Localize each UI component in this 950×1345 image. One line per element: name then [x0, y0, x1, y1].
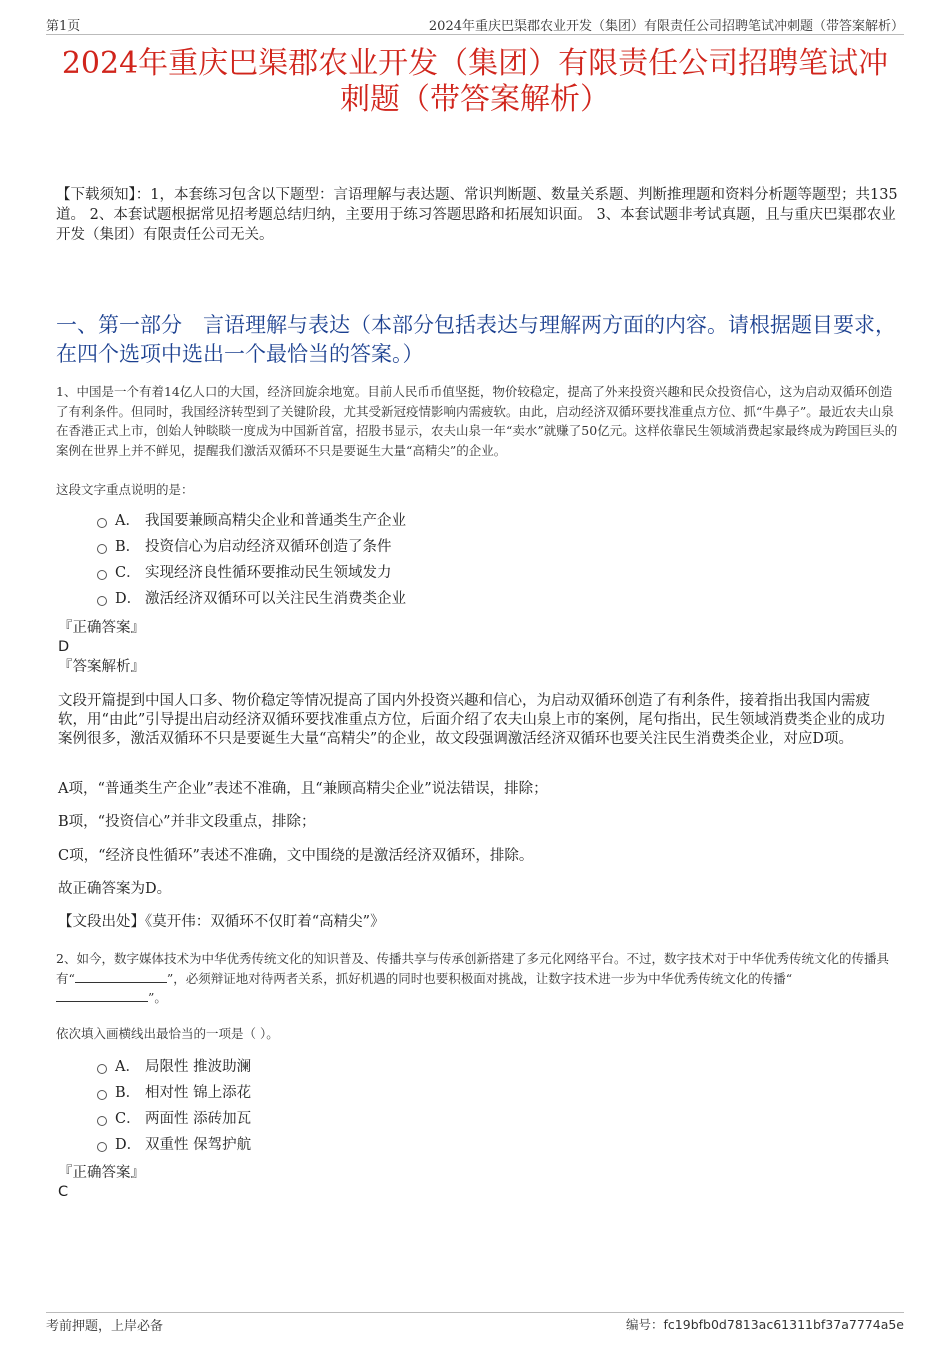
blank-1 — [75, 970, 167, 983]
question-2-option-a[interactable]: A． 局限性 推波助澜 — [97, 1054, 251, 1080]
question-1-answer: D — [58, 639, 70, 655]
radio-icon[interactable] — [97, 1090, 107, 1100]
question-1-analysis-a: A项，“普通类生产企业”表述不准确，且“兼顾高精尖企业”说法错误，排除； — [58, 781, 548, 797]
footer-slogan: 考前押题，上岸必备 — [46, 1319, 164, 1334]
download-notice: 【下载须知】：1，本套练习包含以下题型：言语理解与表达题、常识判断题、数量关系题、判断推理题和资料分析题等题型；共135道。 2、本套试题根据常见招考题总结归纳，主要用于练习答题思路和拓展知识面。 3、本套试题非考试真题，且与重庆巴渠郡农业开发（集团）有限责任公司无关。 — [56, 187, 898, 243]
question-1-option-a[interactable]: A． 我国要兼顾高精尖企业和普通类生产企业 — [97, 508, 406, 534]
question-2-option-d[interactable]: D． 双重性 保驾护航 — [97, 1132, 251, 1158]
question-2-options — [97, 1054, 251, 1158]
question-2-option-b[interactable]: B． 相对性 锦上添花 — [97, 1080, 251, 1106]
question-2-answer: C — [58, 1184, 69, 1200]
page-header — [46, 12, 904, 35]
radio-icon[interactable] — [97, 1064, 107, 1074]
question-1-options — [97, 508, 406, 612]
question-2-option-c[interactable]: C． 两面性 添砖加瓦 — [97, 1106, 251, 1132]
question-1-analysis-c: C项，“经济良性循环”表述不准确，文中围绕的是激活经济双循环，排除。 — [58, 848, 534, 864]
question-1-conclusion: 故正确答案为D。 — [58, 881, 172, 897]
question-1-option-c[interactable]: C． 实现经济良性循环要推动民生领域发力 — [97, 560, 406, 586]
question-1-prompt: 这段文字重点说明的是： — [56, 482, 194, 497]
question-1-analysis-main: 文段开篇提到中国人口多、物价稳定等情况提高了国内外投资兴趣和信心，为启动双循环创造了有利条件，接着指出我国内需疲软，用“由此”引导提出启动经济双循环要找准重点方位，后面介绍了农夫山泉上市的案例，尾句指出，民生领域消费类企业的成功案例很多，激活双循环不只是要诞生大量“高精尖”的企业，故文段强调激活经济双循环也要关注民生消费类企业，对应D项。 — [58, 693, 885, 747]
question-2-stem: 2、如今，数字媒体技术为中华优秀传统文化的知识普及、传播共享与传承创新搭建了多元化网络平台。不过，数字技术对于中华优秀传统文化的传播具有“ ”，必须辩证地对待两者关系，抓好机遇的同时也要积极面对挑战，让数字技术进一步为中华优秀传统文化的传播“ ”。 — [56, 951, 889, 1005]
page-footer — [46, 1312, 904, 1337]
radio-icon[interactable] — [97, 596, 107, 606]
question-1-analysis-b: B项，“投资信心”并非文段重点，排除； — [58, 814, 316, 830]
question-1-answer-label: 『正确答案』 — [58, 620, 145, 636]
document-serial: 编号：fc19bfb0d7813ac61311bf37a7774a5e — [626, 1317, 904, 1332]
radio-icon[interactable] — [97, 544, 107, 554]
question-2-answer-label: 『正确答案』 — [58, 1165, 145, 1181]
question-1-source: 【文段出处】《莫开伟：双循环不仅盯着“高精尖”》 — [58, 914, 385, 930]
question-1-analysis-label: 『答案解析』 — [58, 659, 145, 675]
question-1-option-d[interactable]: D． 激活经济双循环可以关注民生消费类企业 — [97, 586, 406, 612]
blank-2 — [56, 989, 148, 1002]
running-title: 2024年重庆巴渠郡农业开发（集团）有限责任公司招聘笔试冲刺题（带答案解析） — [428, 19, 904, 34]
section-title: 一、第一部分 言语理解与表达（本部分包括表达与理解两方面的内容。请根据题目要求，在四个选项中选出一个最恰当的答案。） — [56, 313, 896, 366]
page-number: 第1页 — [46, 19, 81, 34]
radio-icon[interactable] — [97, 570, 107, 580]
title-line-2: 刺题（带答案解析） — [340, 82, 610, 117]
question-1-option-b[interactable]: B． 投资信心为启动经济双循环创造了条件 — [97, 534, 406, 560]
question-2-prompt: 依次填入画横线出最恰当的一项是（ ）。 — [56, 1026, 279, 1041]
radio-icon[interactable] — [97, 1116, 107, 1126]
question-1-stem: 1、中国是一个有着14亿人口的大国，经济回旋余地宽。目前人民币币值坚挺，物价较稳定，提高了外来投资兴趣和民众投资信心，这为启动双循环创造了有利条件。但同时，我国经济转型到了关键阶段，尤其受新冠疫情影响内需疲软。由此，启动经济双循环要找准重点方位、抓“牛鼻子”。最近农夫山泉在香港正式上市，创始人钟睒睒一度成为中国新首富，招股书显示，农夫山泉一年“卖水”就赚了50亿元。这样依靠民生领域消费起家最终成为跨国巨头的案例在世界上并不鲜见，提醒我们激活双循环不只是要诞生大量“高精尖”的企业。 — [56, 384, 898, 458]
radio-icon[interactable] — [97, 1142, 107, 1152]
radio-icon[interactable] — [97, 518, 107, 528]
title-line-1: 2024年重庆巴渠郡农业开发（集团）有限责任公司招聘笔试冲 — [61, 46, 889, 81]
document-title — [50, 46, 900, 118]
